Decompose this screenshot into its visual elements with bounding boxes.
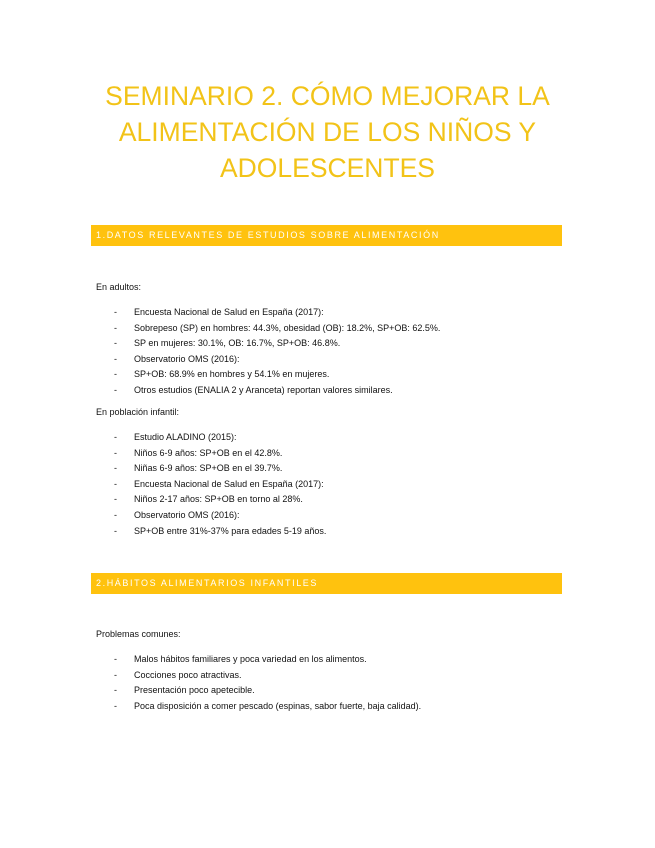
list-item-text: SP+OB entre 31%-37% para edades 5-19 años. <box>134 525 327 536</box>
section-header-datos: 1.DATOS RELEVANTES DE ESTUDIOS SOBRE ALIMENTACIÓN <box>91 225 562 246</box>
list-item <box>114 367 440 383</box>
list-item <box>114 508 326 524</box>
bullet: - <box>114 338 117 349</box>
children-list <box>114 430 326 539</box>
bullet: - <box>114 447 117 458</box>
list-item-text: Niños 2-17 años: SP+OB en torno al 28%. <box>134 494 303 505</box>
bullet: - <box>114 353 117 364</box>
list-item <box>114 321 440 337</box>
list-item-text: Poca disposición a comer pescado (espinas, sabor fuerte, baja calidad). <box>134 700 422 711</box>
bullet: - <box>114 525 117 536</box>
list-item <box>114 699 421 715</box>
problems-label: Problemas comunes: <box>96 629 181 639</box>
list-item-text: SP en mujeres: 30.1%, OB: 16.7%, SP+OB: 46.8%. <box>134 338 341 349</box>
list-item <box>114 305 440 321</box>
list-item <box>114 683 421 699</box>
list-item-text: Niños 6-9 años: SP+OB en el 42.8%. <box>134 447 283 458</box>
list-item <box>114 446 326 462</box>
list-item-text: Observatorio OMS (2016): <box>134 509 240 520</box>
list-item <box>114 352 440 368</box>
title-line: SEMINARIO 2. CÓMO MEJORAR LA <box>105 81 550 111</box>
list-item <box>114 492 326 508</box>
bullet: - <box>114 322 117 333</box>
bullet: - <box>114 700 117 711</box>
list-item <box>114 383 440 399</box>
list-item-text: Estudio ALADINO (2015): <box>134 432 237 442</box>
bullet: - <box>114 494 117 505</box>
list-item-text: Cocciones poco atractivas. <box>134 669 242 680</box>
bullet: - <box>114 384 117 395</box>
list-item-text: Observatorio OMS (2016): <box>134 353 240 364</box>
list-item <box>114 668 421 684</box>
bullet: - <box>114 369 117 380</box>
list-item-text: Presentación poco apetecible. <box>134 685 255 696</box>
list-item <box>114 430 326 446</box>
list-item-text: Encuesta Nacional de Salud en España (2017): <box>134 478 324 489</box>
list-item <box>114 477 326 493</box>
bullet: - <box>114 478 117 489</box>
list-item <box>114 461 326 477</box>
bullet: - <box>114 669 117 680</box>
list-item <box>114 524 326 540</box>
children-label: En población infantil: <box>96 407 180 417</box>
adults-label: En adultos: <box>96 282 142 292</box>
bullet: - <box>114 432 117 442</box>
list-item-text: Encuesta Nacional de Salud en España (2017): <box>134 307 324 317</box>
list-item-text: Malos hábitos familiares y poca variedad en los alimentos. <box>134 654 367 664</box>
list-item-text: SP+OB: 68.9% en hombres y 54.1% en mujeres. <box>134 369 330 380</box>
list-item <box>114 336 440 352</box>
title-line: ADOLESCENTES <box>219 153 435 183</box>
list-item-text: Niñas 6-9 años: SP+OB en el 39.7%. <box>134 463 283 474</box>
bullet: - <box>114 654 117 664</box>
bullet: - <box>114 463 117 474</box>
bullet: - <box>114 509 117 520</box>
list-item <box>114 652 421 668</box>
bullet: - <box>114 685 117 696</box>
list-item-text: Sobrepeso (SP) en hombres: 44.3%, obesidad (OB): 18.2%, SP+OB: 62.5%. <box>134 322 441 333</box>
section-header-habitos: 2.HÁBITOS ALIMENTARIOS INFANTILES <box>91 573 562 594</box>
bullet: - <box>114 307 117 317</box>
list-item-text: Otros estudios (ENALIA 2 y Aranceta) reportan valores similares. <box>134 384 393 395</box>
title-line: ALIMENTACIÓN DE LOS NIÑOS Y <box>118 117 537 147</box>
problems-list <box>114 652 421 714</box>
document-title <box>40 78 615 186</box>
adults-list <box>114 305 440 399</box>
